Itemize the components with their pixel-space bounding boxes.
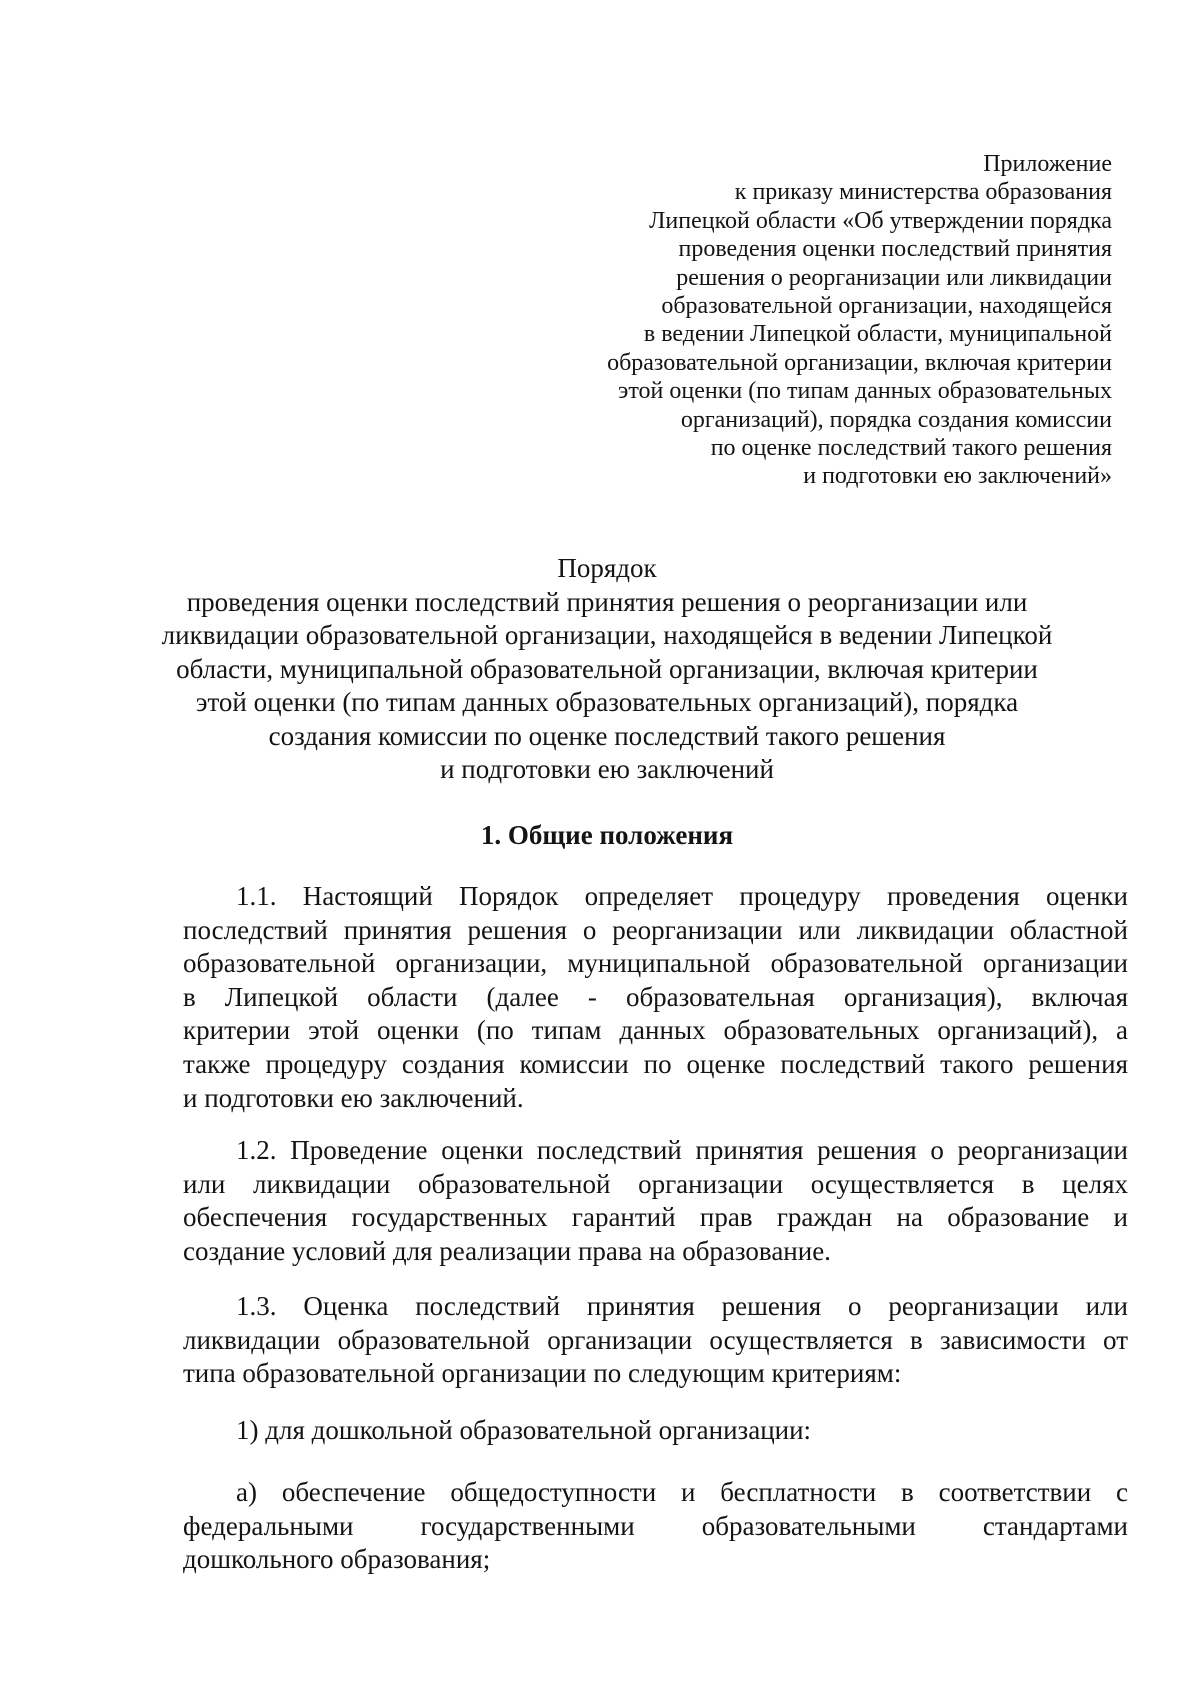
title-line: ликвидации образовательной организации, находящейся в ведении Липецкой	[161, 620, 1053, 650]
appendix-line: к приказу министерства образования	[734, 179, 1112, 206]
paragraph-line: также процедуру создания комиссии по оценке последствий такого решения	[183, 1048, 1128, 1079]
paragraph-line: 1.2. Проведение оценки последствий принятия решения о реорганизации	[236, 1135, 1128, 1165]
appendix-line: этой оценки (по типам данных образовательных	[618, 378, 1112, 405]
paragraph-line: создание условий для реализации права на образование.	[183, 1235, 831, 1266]
paragraph-line: образовательной организации, муниципальной образовательной организации	[183, 948, 1128, 979]
title-line: проведения оценки последствий принятия решения о реорганизации или	[186, 586, 1028, 617]
appendix-line: организаций), порядка создания комиссии	[680, 406, 1112, 433]
paragraph-line: в Липецкой области (далее - образовательная организация), включая	[183, 981, 1128, 1012]
appendix-line: образовательной организации, находящейся	[661, 293, 1112, 320]
appendix-line: Приложение	[983, 151, 1112, 177]
section-heading: 1. Общие положения	[480, 820, 734, 850]
paragraph-line: а) обеспечение общедоступности и бесплатности в соответствии с	[236, 1477, 1128, 1507]
list-item-a	[183, 1476, 1128, 1577]
appendix-line: по оценке последствий такого решения	[710, 435, 1112, 462]
paragraph-line: ликвидации образовательной организации осуществляется в зависимости от	[183, 1324, 1128, 1355]
appendix-line: решения о реорганизации или ликвидации	[676, 264, 1112, 291]
appendix-line: образовательной организации, включая критерии	[607, 349, 1112, 376]
paragraph-line: 1.1. Настоящий Порядок определяет процедуру проведения оценки	[236, 881, 1128, 911]
paragraph-line: федеральными государственными образовательными стандартами	[183, 1510, 1128, 1541]
paragraph-line: критерии этой оценки (по типам данных образовательных организаций), а	[183, 1015, 1128, 1046]
appendix-block	[472, 150, 1112, 491]
paragraph-line: 1) для дошкольной образовательной организации:	[236, 1415, 812, 1445]
paragraph-line: обеспечения государственных гарантий прав граждан на образование и	[183, 1202, 1128, 1233]
paragraph-line: дошкольного образования;	[183, 1544, 491, 1575]
title-line: этой оценки (по типам данных образовательных организаций), порядка	[195, 687, 1019, 717]
paragraph-line: и подготовки ею заключений.	[183, 1082, 524, 1113]
appendix-line: в ведении Липецкой области, муниципальной	[643, 321, 1112, 348]
title-line: создания комиссии по оценке последствий такого решения	[268, 720, 946, 751]
list-item-1	[183, 1414, 1128, 1448]
paragraph-line: 1.3. Оценка последствий принятия решения о реорганизации или	[236, 1291, 1128, 1321]
paragraph-line: последствий принятия решения о реорганизации или ликвидации областной	[183, 914, 1128, 945]
appendix-line: и подготовки ею заключений»	[803, 463, 1112, 490]
paragraph-line: или ликвидации образовательной организации осуществляется в целях	[183, 1168, 1128, 1199]
appendix-line: проведения оценки последствий принятия	[678, 236, 1112, 263]
paragraph-1-2	[183, 1134, 1128, 1268]
title-line: Порядок	[557, 553, 657, 583]
title-line: области, муниципальной образовательной организации, включая критерии	[176, 653, 1038, 684]
appendix-line: Липецкой области «Об утверждении порядка	[649, 207, 1112, 234]
paragraph-1-3	[183, 1290, 1128, 1391]
paragraph-line: типа образовательной организации по следующим критериям:	[183, 1358, 902, 1389]
title-line: и подготовки ею заключений	[440, 754, 774, 784]
paragraph-1-1	[183, 880, 1128, 1115]
document-title	[150, 552, 1064, 787]
